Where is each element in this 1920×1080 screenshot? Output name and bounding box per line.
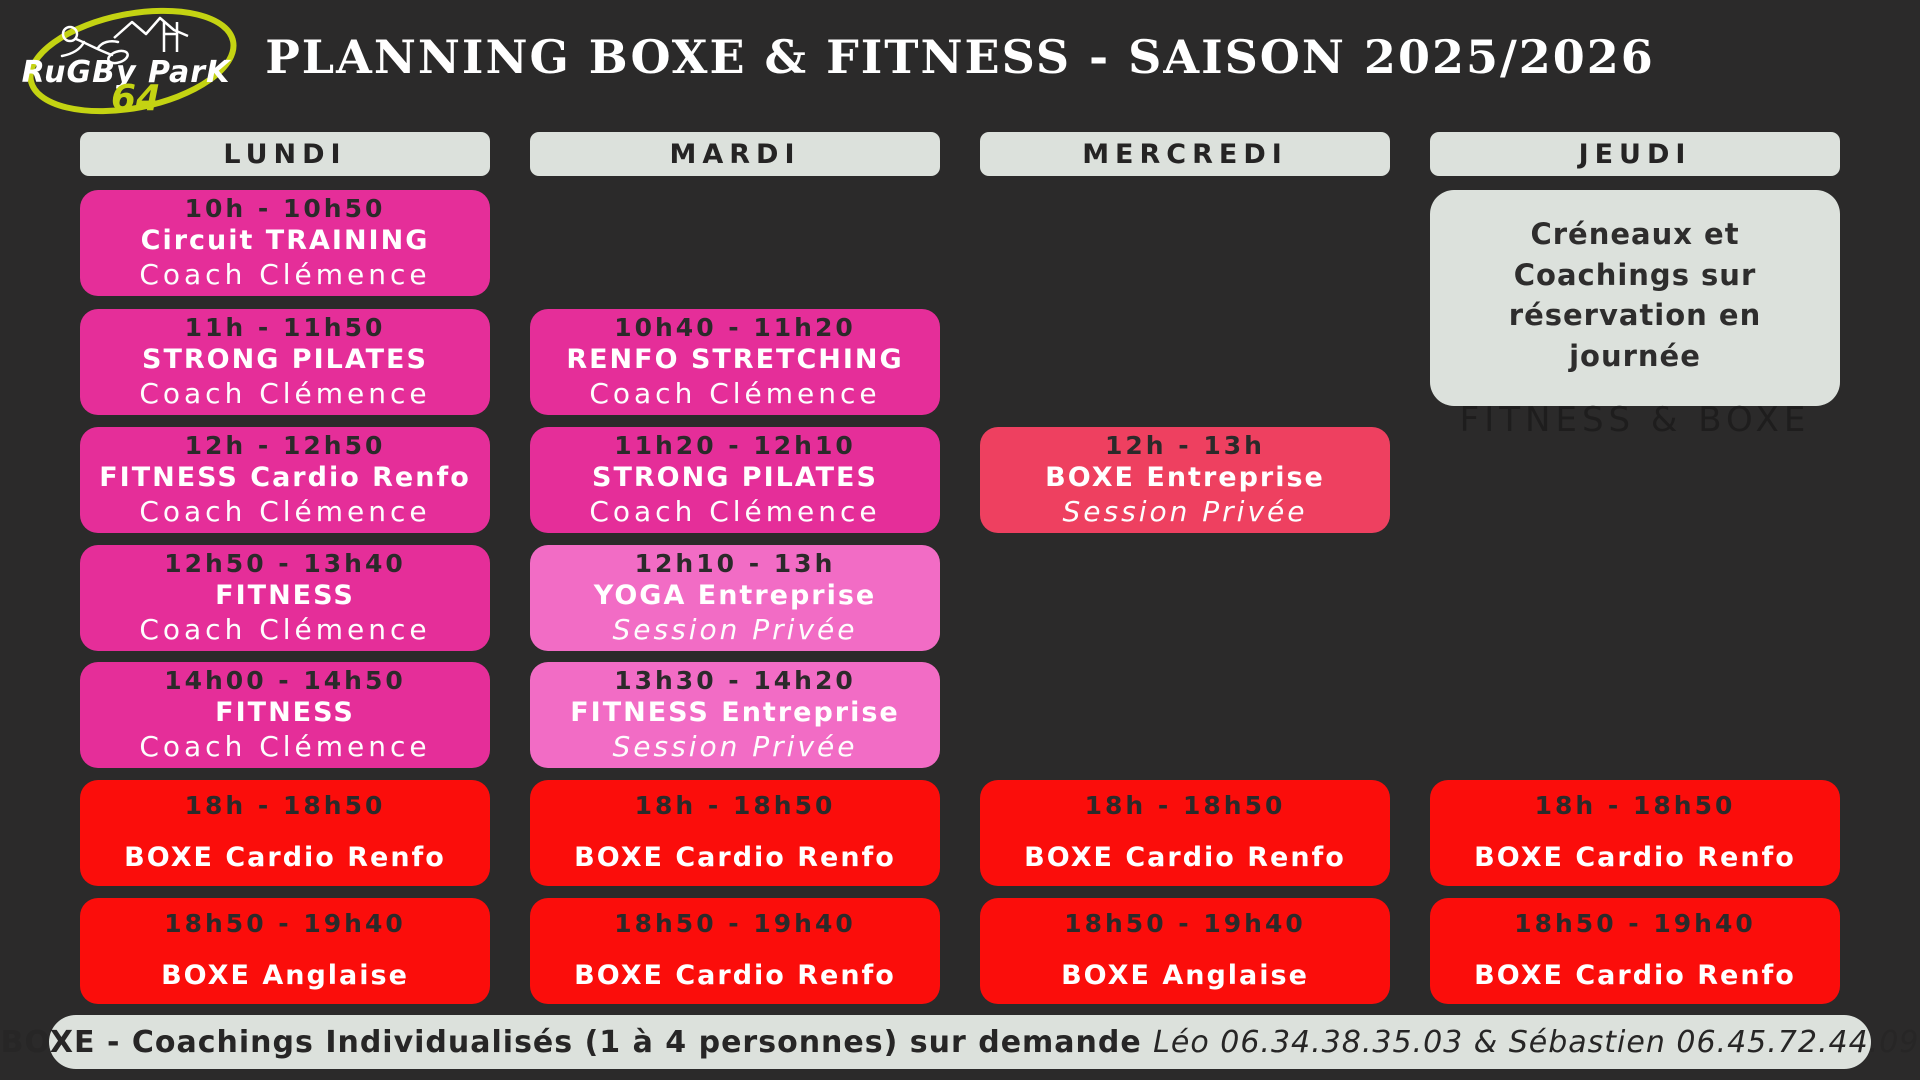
card-title: BOXE Cardio Renfo bbox=[574, 960, 896, 992]
card-time: 13h30 - 14h20 bbox=[614, 666, 856, 696]
card-title: BOXE Anglaise bbox=[161, 960, 409, 992]
card-subtitle: Coach Clémence bbox=[589, 494, 881, 528]
card-title: BOXE Entreprise bbox=[1045, 461, 1325, 493]
card-title: STRONG PILATES bbox=[142, 343, 428, 375]
day-header-lundi: LUNDI bbox=[80, 132, 490, 176]
card-time: 18h - 18h50 bbox=[634, 790, 836, 820]
card-time: 18h50 - 19h40 bbox=[614, 908, 856, 938]
card-lundi-row3 bbox=[80, 427, 490, 533]
card-time: 10h40 - 11h20 bbox=[614, 313, 856, 343]
card-mardi-row3 bbox=[530, 427, 940, 533]
card-title: BOXE Anglaise bbox=[1061, 960, 1309, 992]
card-subtitle: Session Privée bbox=[1062, 494, 1308, 528]
card-title: FITNESS Entreprise bbox=[570, 696, 900, 728]
card-title: Circuit TRAINING bbox=[140, 224, 430, 256]
card-time: 12h - 12h50 bbox=[184, 431, 386, 461]
card-time: 11h - 11h50 bbox=[184, 313, 386, 343]
info-card-title: Créneaux et Coachings sur réservation en journée bbox=[1508, 217, 1762, 373]
card-time: 14h00 - 14h50 bbox=[164, 666, 406, 696]
card-title: FITNESS Cardio Renfo bbox=[99, 461, 471, 493]
card-mardi-row6 bbox=[530, 780, 940, 886]
card-time: 18h - 18h50 bbox=[1084, 790, 1286, 820]
card-mardi-row5 bbox=[530, 662, 940, 768]
card-time: 18h - 18h50 bbox=[1534, 790, 1736, 820]
card-time: 10h - 10h50 bbox=[184, 194, 386, 224]
logo-number: 64 bbox=[110, 78, 162, 116]
card-time: 12h50 - 13h40 bbox=[164, 549, 406, 579]
card-lundi-row4 bbox=[80, 545, 490, 651]
card-subtitle: Coach Clémence bbox=[139, 612, 431, 646]
footer-contact-bar bbox=[0, 1015, 1920, 1069]
card-title: FITNESS bbox=[215, 696, 355, 728]
card-time: 12h10 - 13h bbox=[634, 549, 836, 579]
card-subtitle: Coach Clémence bbox=[139, 376, 431, 410]
card-time: 12h - 13h bbox=[1105, 431, 1265, 461]
card-title: STRONG PILATES bbox=[592, 461, 878, 493]
card-mardi-row2 bbox=[530, 309, 940, 415]
card-subtitle: Session Privée bbox=[612, 729, 858, 763]
card-title: BOXE Cardio Renfo bbox=[574, 842, 896, 874]
card-mardi-row7 bbox=[530, 898, 940, 1004]
card-mercredi-row3 bbox=[980, 427, 1390, 533]
card-lundi-row2 bbox=[80, 309, 490, 415]
card-mercredi-row6 bbox=[980, 780, 1390, 886]
card-subtitle: Coach Clémence bbox=[139, 729, 431, 763]
card-mercredi-row7 bbox=[980, 898, 1390, 1004]
card-jeudi-row1 bbox=[1430, 190, 1840, 441]
card-lundi-row6 bbox=[80, 780, 490, 886]
card-subtitle: Session Privée bbox=[612, 612, 858, 646]
card-subtitle: Coach Clémence bbox=[139, 494, 431, 528]
page-title: PLANNING BOXE & FITNESS - SAISON 2025/2026 bbox=[265, 30, 1655, 84]
card-title: BOXE Cardio Renfo bbox=[124, 842, 446, 874]
card-lundi-row7 bbox=[80, 898, 490, 1004]
card-time: 18h - 18h50 bbox=[184, 790, 386, 820]
card-jeudi-row7 bbox=[1430, 898, 1840, 1004]
card-title: RENFO STRETCHING bbox=[566, 343, 904, 375]
day-header-mardi: MARDI bbox=[530, 132, 940, 176]
card-title: BOXE Cardio Renfo bbox=[1474, 960, 1796, 992]
card-lundi-row5 bbox=[80, 662, 490, 768]
card-title: BOXE Cardio Renfo bbox=[1474, 842, 1796, 874]
card-mardi-row4 bbox=[530, 545, 940, 651]
card-title: YOGA Entreprise bbox=[593, 579, 877, 611]
info-card-note: FITNESS & BOXE bbox=[1459, 400, 1811, 441]
logo-name: RuGBy ParK bbox=[21, 55, 231, 90]
footer-request-text: BOXE - Coachings Individualisés (1 à 4 personnes) sur demande bbox=[0, 1024, 1154, 1060]
day-header-jeudi: JEUDI bbox=[1430, 132, 1840, 176]
card-jeudi-row6 bbox=[1430, 780, 1840, 886]
card-time: 18h50 - 19h40 bbox=[1064, 908, 1306, 938]
day-header-mercredi: MERCREDI bbox=[980, 132, 1390, 176]
card-time: 11h20 - 12h10 bbox=[614, 431, 856, 461]
card-time: 18h50 - 19h40 bbox=[1514, 908, 1756, 938]
footer-contacts-text: Léo 06.34.38.35.03 & Sébastien 06.45.72.44.09 bbox=[1153, 1024, 1920, 1060]
card-time: 18h50 - 19h40 bbox=[164, 908, 406, 938]
card-subtitle: Coach Clémence bbox=[589, 376, 881, 410]
card-title: FITNESS bbox=[215, 579, 355, 611]
card-lundi-row1 bbox=[80, 190, 490, 296]
card-title: BOXE Cardio Renfo bbox=[1024, 842, 1346, 874]
card-subtitle: Coach Clémence bbox=[139, 257, 431, 291]
